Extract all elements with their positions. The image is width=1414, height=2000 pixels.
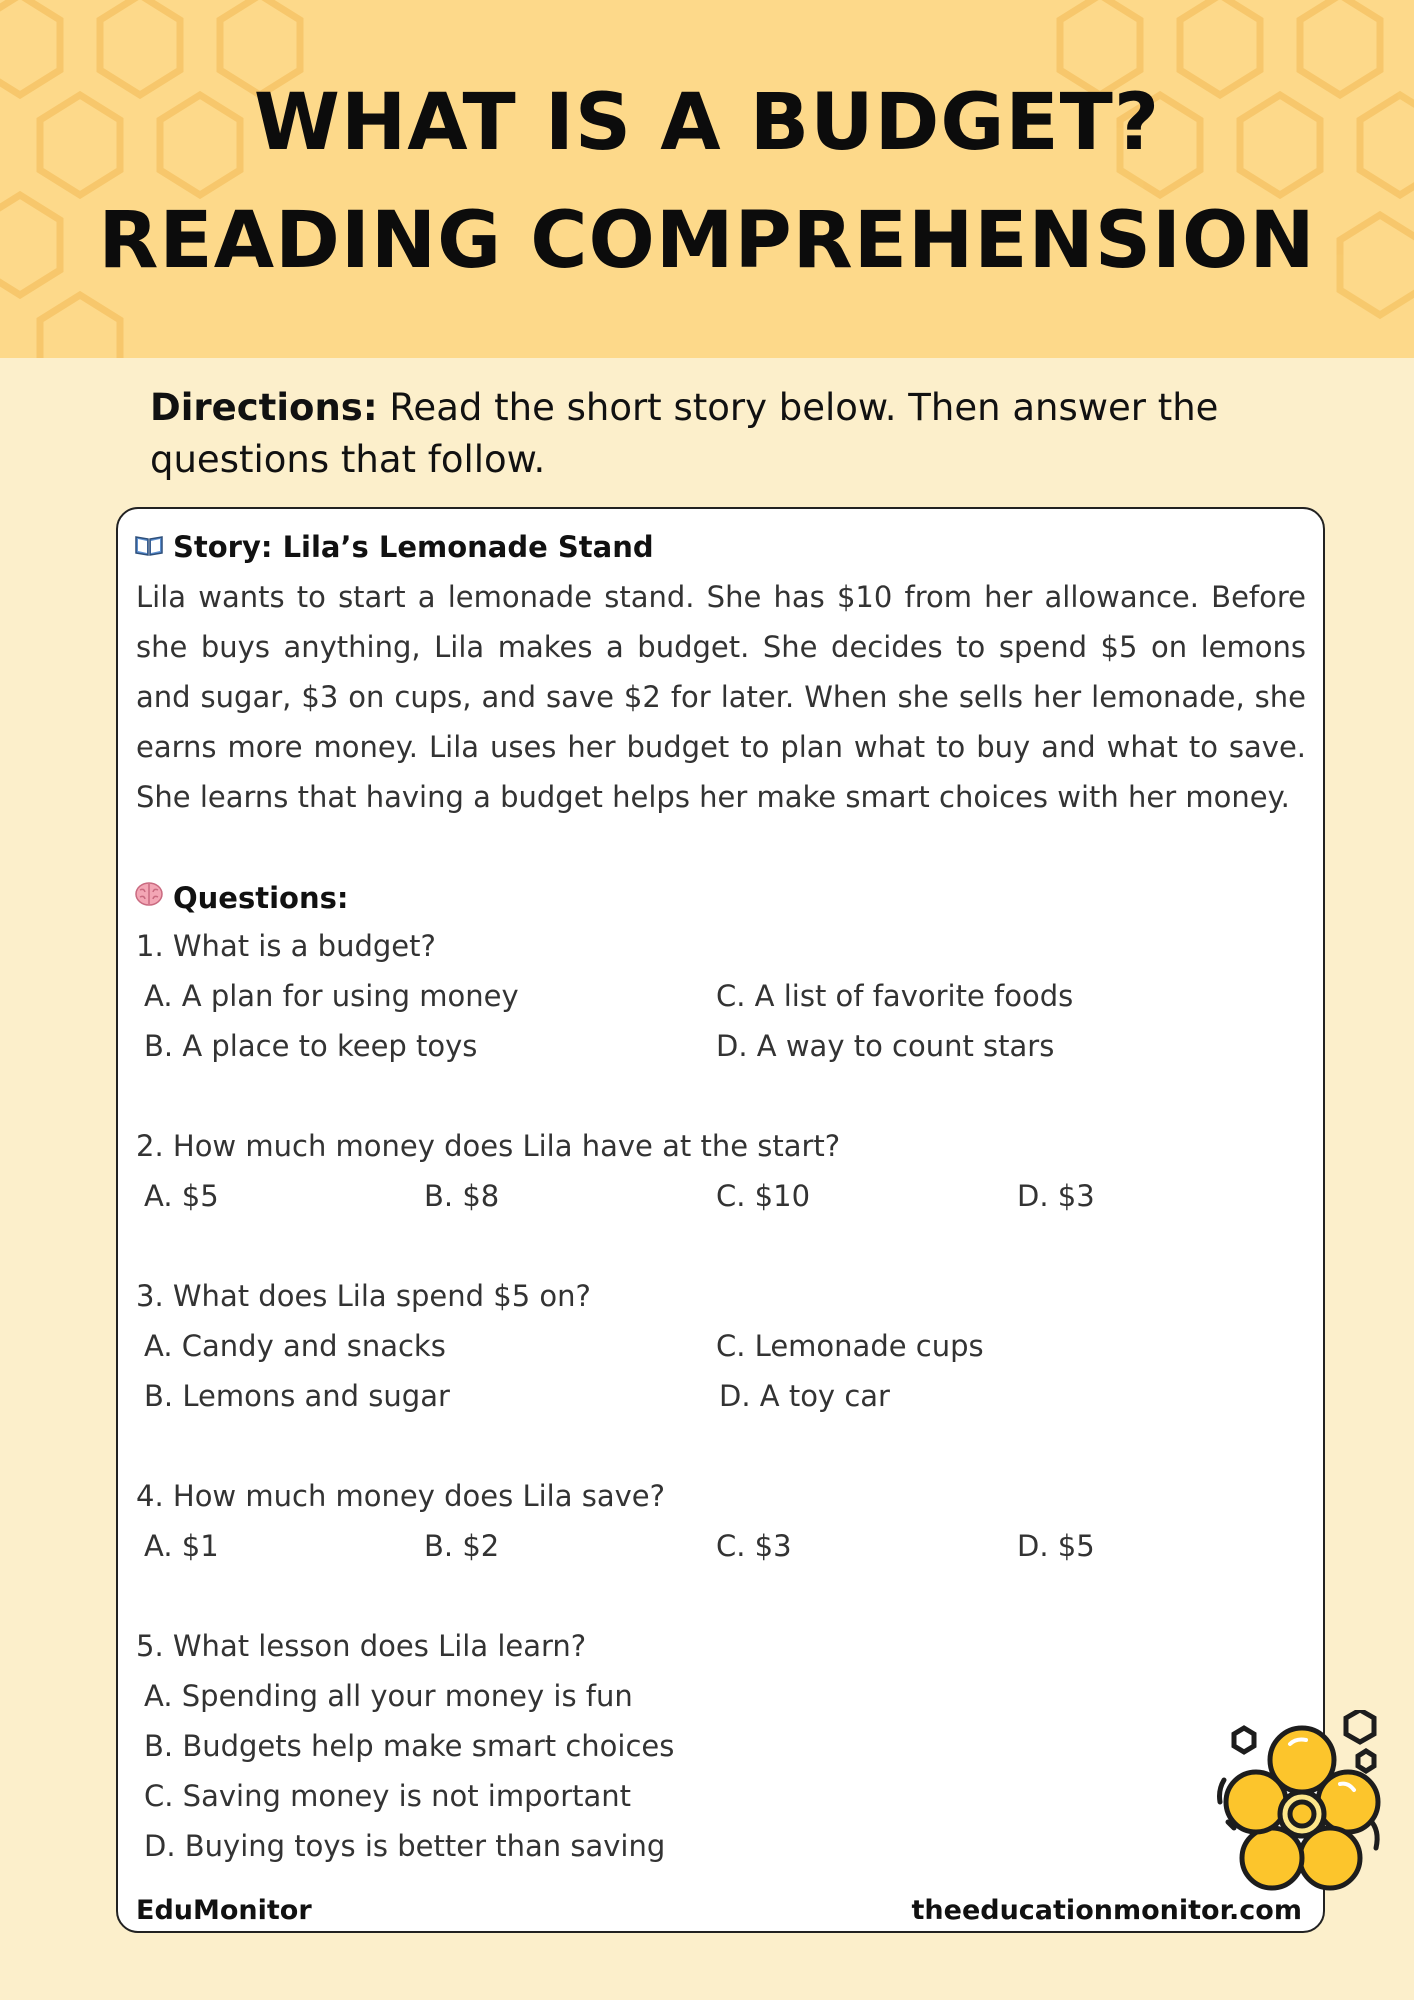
honeycomb-pattern <box>0 0 1414 358</box>
question-3-option-d: D. A toy car <box>719 1379 890 1413</box>
question-3-option-a: A. Candy and snacks <box>144 1329 446 1363</box>
question-5-option-b: B. Budgets help make smart choices <box>144 1729 675 1763</box>
question-1-option-c: C. A list of favorite foods <box>716 979 1074 1013</box>
directions-label: Directions: <box>150 386 378 429</box>
question-1-option-d: D. A way to count stars <box>716 1029 1055 1063</box>
story-heading <box>134 530 654 564</box>
question-5-option-c: C. Saving money is not important <box>144 1779 632 1813</box>
question-2: 2. How much money does Lila have at the start? <box>136 1129 841 1163</box>
questions-heading <box>134 880 348 915</box>
question-1: 1. What is a budget? <box>136 929 436 963</box>
open-book-icon <box>134 530 164 564</box>
footer-brand: EduMonitor <box>136 1895 312 1926</box>
question-1-option-b: B. A place to keep toys <box>144 1029 478 1063</box>
flower-icon <box>1210 1710 1390 1900</box>
question-2-option-a: A. $5 <box>144 1179 219 1213</box>
questions-heading-text: Questions: <box>173 880 349 915</box>
question-5-option-a: A. Spending all your money is fun <box>144 1679 633 1713</box>
question-4-option-b: B. $2 <box>424 1529 500 1563</box>
question-5-option-d: D. Buying toys is better than saving <box>144 1829 666 1863</box>
brain-icon <box>134 880 164 915</box>
question-3-option-b: B. Lemons and sugar <box>144 1379 450 1413</box>
question-2-option-b: B. $8 <box>424 1179 500 1213</box>
question-3-option-c: C. Lemonade cups <box>716 1329 984 1363</box>
story-heading-text: Story: Lila’s Lemonade Stand <box>173 530 654 564</box>
title-line-1: WHAT IS A BUDGET? <box>253 78 1161 168</box>
footer-website[interactable]: theeducationmonitor.com <box>911 1895 1302 1926</box>
question-5: 5. What lesson does Lila learn? <box>136 1629 587 1663</box>
question-2-option-d: D. $3 <box>1017 1179 1095 1213</box>
directions <box>150 382 1270 486</box>
question-4: 4. How much money does Lila save? <box>136 1479 665 1513</box>
question-4-option-d: D. $5 <box>1017 1529 1095 1563</box>
question-3: 3. What does Lila spend $5 on? <box>136 1279 591 1313</box>
header-banner <box>0 0 1414 358</box>
question-2-option-c: C. $10 <box>716 1179 811 1213</box>
title-line-2: READING COMPREHENSION <box>98 196 1316 286</box>
directions-text: Read the short story below. Then answer the questions that follow. <box>150 386 1219 481</box>
story-text: Lila wants to start a lemonade stand. She has $10 from her allowance. Before she buys anything, Lila makes a budget. She decides to spend $5 on lemons and sugar, $3 on cups, and save $2 for later. When she sells her lemonade, she earns more money. Lila uses her budget to plan what to buy and what to save. She learns that having a budget helps her make smart choices with her money. <box>136 580 1306 814</box>
question-1-option-a: A. A plan for using money <box>144 979 519 1013</box>
question-4-option-c: C. $3 <box>716 1529 792 1563</box>
question-4-option-a: A. $1 <box>144 1529 219 1563</box>
